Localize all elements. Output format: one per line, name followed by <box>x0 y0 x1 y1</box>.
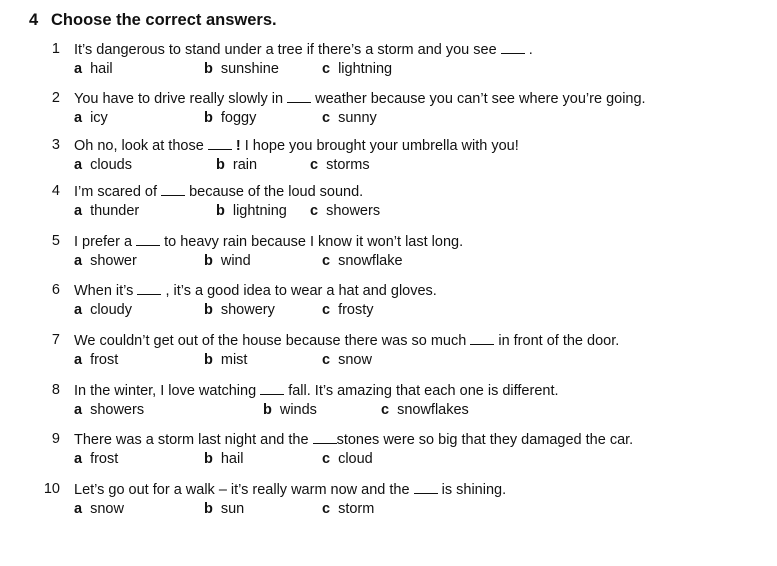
option-a[interactable] <box>74 302 132 318</box>
question-5 <box>0 233 777 277</box>
option-b[interactable] <box>204 302 275 318</box>
option-letter: a <box>74 501 83 517</box>
question-number: 1 <box>51 41 60 57</box>
option-letter: b <box>204 352 213 368</box>
option-a[interactable] <box>74 61 113 77</box>
question-8 <box>0 382 777 426</box>
option-letter: c <box>381 402 390 418</box>
option-letter: b <box>216 157 225 173</box>
option-letter: b <box>204 253 213 269</box>
option-c[interactable] <box>322 110 377 126</box>
question-text-before: Oh no, look at those <box>74 138 204 154</box>
option-c[interactable] <box>322 302 374 318</box>
question-4 <box>0 183 777 227</box>
question-text-after: I hope you brought your umbrella with you! <box>244 138 519 154</box>
option-a[interactable] <box>74 203 139 219</box>
question-text-after: to heavy rain because I know it won’t last long. <box>164 234 464 250</box>
question-1 <box>0 41 777 85</box>
option-letter: a <box>74 451 83 467</box>
option-letter: a <box>74 352 83 368</box>
question-6 <box>0 282 777 326</box>
option-letter: c <box>322 61 331 77</box>
option-text: thunder <box>90 203 140 219</box>
option-b[interactable] <box>263 402 317 418</box>
option-letter: b <box>204 61 213 77</box>
question-text-before: We couldn’t get out of the house because there was so much <box>74 333 467 349</box>
option-letter: b <box>216 203 225 219</box>
answer-blank[interactable] <box>414 481 438 494</box>
option-text: wind <box>220 253 251 269</box>
question-9 <box>0 431 777 475</box>
question-text <box>74 382 559 399</box>
question-text-before: When it’s <box>74 283 134 299</box>
option-text: icy <box>90 110 108 126</box>
option-a[interactable] <box>74 253 137 269</box>
option-text: snow <box>338 352 372 368</box>
option-text: showers <box>326 203 381 219</box>
option-letter: c <box>322 451 331 467</box>
option-text: lightning <box>232 203 287 219</box>
option-letter: c <box>322 253 331 269</box>
option-a[interactable] <box>74 501 124 517</box>
question-number: 2 <box>51 90 60 106</box>
question-text <box>74 431 633 448</box>
question-number: 7 <box>51 332 60 348</box>
option-text: cloud <box>338 451 373 467</box>
exercise-number: 4 <box>29 11 39 29</box>
question-text-after: , it’s a good idea to wear a hat and gloves. <box>165 283 437 299</box>
option-b[interactable] <box>216 157 257 173</box>
option-letter: b <box>204 302 213 318</box>
option-text: sun <box>220 501 245 517</box>
option-text: mist <box>220 352 248 368</box>
option-a[interactable] <box>74 352 118 368</box>
question-text-after: is shining. <box>441 482 507 498</box>
option-c[interactable] <box>310 157 370 173</box>
question-text-before: I prefer a <box>74 234 133 250</box>
option-c[interactable] <box>381 402 469 418</box>
option-text: frost <box>90 451 119 467</box>
option-a[interactable] <box>74 451 118 467</box>
option-text: frosty <box>338 302 374 318</box>
question-text-before: I’m scared of <box>74 184 157 200</box>
option-b[interactable] <box>204 253 251 269</box>
option-letter: c <box>322 302 331 318</box>
question-text-before: In the winter, I love watching <box>74 383 257 399</box>
answer-blank[interactable] <box>136 233 160 246</box>
answer-blank[interactable] <box>260 382 284 395</box>
option-letter: a <box>74 61 83 77</box>
option-c[interactable] <box>322 451 373 467</box>
question-number: 8 <box>51 382 60 398</box>
option-b[interactable] <box>204 501 244 517</box>
question-number: 6 <box>51 282 60 298</box>
option-text: hail <box>90 61 113 77</box>
question-2 <box>0 90 777 134</box>
option-letter: a <box>74 203 83 219</box>
question-text <box>74 332 619 349</box>
question-text <box>74 183 363 200</box>
answer-blank[interactable] <box>470 332 494 345</box>
option-b[interactable] <box>204 110 256 126</box>
option-c[interactable] <box>322 501 374 517</box>
option-b[interactable] <box>204 61 279 77</box>
question-number: 4 <box>51 183 60 199</box>
question-text-after: . <box>528 42 533 58</box>
question-text <box>74 233 463 250</box>
question-number: 5 <box>51 233 60 249</box>
question-7 <box>0 332 777 376</box>
option-b[interactable] <box>204 451 243 467</box>
answer-blank[interactable] <box>137 282 161 295</box>
option-letter: b <box>263 402 272 418</box>
option-letter: a <box>74 110 83 126</box>
option-text: snowflakes <box>397 402 469 418</box>
option-text: showery <box>220 302 275 318</box>
question-number: 10 <box>43 481 60 497</box>
option-text: snowflake <box>338 253 403 269</box>
option-letter: a <box>74 157 83 173</box>
option-text: foggy <box>220 110 257 126</box>
option-letter: b <box>204 451 213 467</box>
option-letter: b <box>204 501 213 517</box>
question-text-after: weather because you can’t see where you’re going. <box>315 91 646 107</box>
answer-blank[interactable] <box>287 90 311 103</box>
answer-blank[interactable] <box>208 137 232 150</box>
option-b[interactable] <box>216 203 287 219</box>
exercise-title: Choose the correct answers. <box>51 11 277 29</box>
option-letter: c <box>310 203 319 219</box>
option-text: sunny <box>338 110 377 126</box>
question-text-before: There was a storm last night and the <box>74 432 309 448</box>
question-text <box>74 137 519 154</box>
question-text-after: fall. It’s amazing that each one is different. <box>288 383 559 399</box>
option-text: lightning <box>338 61 393 77</box>
option-text: clouds <box>90 157 132 173</box>
question-3 <box>0 137 777 181</box>
exercise-heading <box>29 11 277 30</box>
option-letter: c <box>310 157 319 173</box>
question-10 <box>0 481 777 525</box>
option-a[interactable] <box>74 157 132 173</box>
option-text: frost <box>90 352 119 368</box>
answer-blank[interactable] <box>313 431 337 444</box>
question-text-after: because of the loud sound. <box>189 184 364 200</box>
option-b[interactable] <box>204 352 247 368</box>
option-c[interactable] <box>322 352 372 368</box>
question-text-before: You have to drive really slowly in <box>74 91 284 107</box>
option-a[interactable] <box>74 110 108 126</box>
question-text <box>74 282 437 299</box>
question-number: 3 <box>51 137 60 153</box>
answer-blank[interactable] <box>161 183 185 196</box>
option-letter: a <box>74 302 83 318</box>
question-text-before: Let’s go out for a walk – it’s really warm now and the <box>74 482 410 498</box>
answer-blank[interactable] <box>501 41 525 54</box>
option-text: showers <box>90 402 145 418</box>
option-text: hail <box>220 451 244 467</box>
option-a[interactable] <box>74 402 144 418</box>
option-letter: b <box>204 110 213 126</box>
question-text-before: It’s dangerous to stand under a tree if there’s a storm and you see <box>74 42 497 58</box>
option-letter: a <box>74 402 83 418</box>
option-letter: c <box>322 110 331 126</box>
option-text: snow <box>90 501 124 517</box>
question-text <box>74 481 506 498</box>
option-c[interactable] <box>310 203 380 219</box>
option-text: winds <box>279 402 317 418</box>
option-c[interactable] <box>322 253 403 269</box>
question-text-after: in front of the door. <box>498 333 620 349</box>
option-text: storm <box>338 501 375 517</box>
option-c[interactable] <box>322 61 392 77</box>
question-text <box>74 41 533 58</box>
option-letter: c <box>322 501 331 517</box>
question-text <box>74 90 646 107</box>
option-text: shower <box>90 253 137 269</box>
option-text: cloudy <box>90 302 132 318</box>
question-text-after: stones were so big that they damaged the car. <box>336 432 634 448</box>
exclamation-mark: ! <box>235 138 241 154</box>
option-text: storms <box>326 157 370 173</box>
option-text: sunshine <box>220 61 279 77</box>
option-letter: a <box>74 253 83 269</box>
option-letter: c <box>322 352 331 368</box>
option-text: rain <box>232 157 258 173</box>
question-number: 9 <box>51 431 60 447</box>
